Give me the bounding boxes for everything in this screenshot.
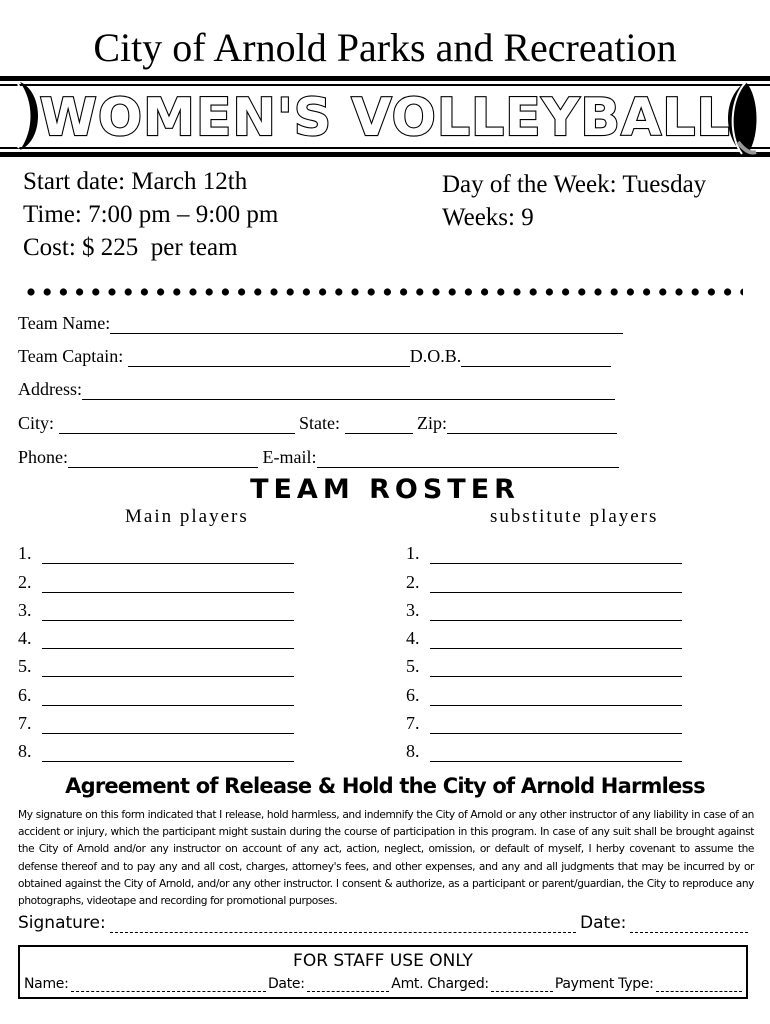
substitute-player-name-field[interactable]	[430, 631, 682, 649]
staff-name-label: Name:	[24, 976, 69, 992]
divider-dot	[546, 288, 553, 295]
divider-dot	[400, 288, 407, 295]
divider-dot	[108, 288, 115, 295]
email-field[interactable]	[317, 449, 619, 468]
time: Time: 7:00 pm – 9:00 pm	[23, 201, 279, 228]
substitute-player-number: 3.	[406, 599, 420, 620]
substitute-players-list	[406, 536, 682, 762]
main-player-row	[18, 706, 294, 734]
substitute-player-number: 8.	[406, 741, 420, 762]
city-field[interactable]	[59, 415, 295, 434]
state-label: State:	[299, 413, 341, 433]
address-field[interactable]	[82, 381, 615, 400]
divider-dot	[513, 288, 520, 295]
staff-date-label: Date:	[267, 976, 305, 992]
substitute-players-heading: substitute players	[490, 506, 659, 527]
substitute-player-row	[406, 564, 682, 592]
address-row	[18, 379, 615, 400]
divider-dot	[659, 288, 666, 295]
main-player-number: 1.	[18, 543, 32, 564]
divider-dot	[594, 288, 601, 295]
staff-name-field[interactable]	[71, 980, 266, 992]
main-player-row	[18, 621, 294, 649]
signature-label: Signature:	[18, 913, 106, 933]
substitute-player-row	[406, 621, 682, 649]
staff-date-field[interactable]	[307, 980, 390, 992]
staff-amt-field[interactable]	[491, 980, 553, 992]
banner	[0, 74, 770, 160]
main-players-heading: Main players	[125, 506, 249, 527]
team-captain-row	[18, 346, 611, 367]
dob-field[interactable]	[461, 348, 611, 367]
substitute-player-row	[406, 677, 682, 705]
divider-dot	[643, 288, 650, 295]
main-player-row	[18, 564, 294, 592]
zip-label: Zip:	[417, 413, 448, 433]
substitute-player-name-field[interactable]	[430, 659, 682, 677]
substitute-player-number: 4.	[406, 628, 420, 649]
substitute-player-row	[406, 536, 682, 564]
substitute-player-name-field[interactable]	[430, 546, 682, 564]
zip-field[interactable]	[447, 415, 617, 434]
substitute-player-name-field[interactable]	[430, 603, 682, 621]
substitute-player-row	[406, 649, 682, 677]
divider-dot	[254, 288, 261, 295]
divider-dot	[675, 288, 682, 295]
dob-label: D.O.B.	[409, 346, 462, 366]
main-player-name-field[interactable]	[42, 716, 294, 734]
divider-dot	[60, 288, 67, 295]
start-date: Start date: March 12th	[23, 168, 248, 195]
divider-dot	[449, 288, 456, 295]
divider-dot	[222, 288, 229, 295]
divider-dot	[303, 288, 310, 295]
divider-dot	[206, 288, 213, 295]
divider-dot	[692, 288, 699, 295]
main-player-name-field[interactable]	[42, 688, 294, 706]
substitute-player-row	[406, 593, 682, 621]
divider-dot	[530, 288, 537, 295]
staff-payment-label: Payment Type:	[554, 976, 654, 992]
state-field[interactable]	[345, 415, 413, 434]
main-player-number: 4.	[18, 628, 32, 649]
page-title: City of Arnold Parks and Recreation	[93, 25, 677, 70]
signature-field[interactable]	[110, 918, 576, 933]
divider-dot	[335, 288, 342, 295]
divider-dot	[141, 288, 148, 295]
main-player-number: 7.	[18, 713, 32, 734]
main-player-row	[18, 536, 294, 564]
divider-dot	[125, 288, 132, 295]
divider-dot	[189, 288, 196, 295]
event-info-right	[442, 168, 706, 234]
agreement-title: Agreement of Release & Hold the City of Arnold Harmless	[65, 774, 705, 798]
divider-dot	[157, 288, 164, 295]
divider-dot	[740, 288, 743, 295]
substitute-player-number: 6.	[406, 684, 420, 705]
divider-dot	[44, 288, 51, 295]
event-info-left	[23, 165, 278, 264]
main-player-row	[18, 593, 294, 621]
main-player-number: 6.	[18, 684, 32, 705]
divider-dot	[465, 288, 472, 295]
day-of-week: Day of the Week: Tuesday	[442, 171, 707, 198]
substitute-player-number: 2.	[406, 571, 420, 592]
substitute-player-name-field[interactable]	[430, 688, 682, 706]
main-player-name-field[interactable]	[42, 744, 294, 762]
divider-dot	[611, 288, 618, 295]
staff-row	[24, 976, 742, 992]
roster-title: TEAM ROSTER	[250, 474, 520, 505]
substitute-player-row	[406, 706, 682, 734]
main-player-row	[18, 734, 294, 762]
phone-field[interactable]	[68, 449, 258, 468]
divider-dot	[270, 288, 277, 295]
divider-dot	[287, 288, 294, 295]
main-player-number: 3.	[18, 599, 32, 620]
substitute-player-name-field[interactable]	[430, 716, 682, 734]
city-label: City:	[18, 413, 55, 433]
cost: Cost: $ 225 per team	[23, 234, 238, 261]
divider-dot	[432, 288, 439, 295]
weeks: Weeks: 9	[442, 204, 534, 231]
main-player-number: 5.	[18, 656, 32, 677]
main-player-name-field[interactable]	[42, 631, 294, 649]
substitute-player-row	[406, 734, 682, 762]
divider-dot	[76, 288, 83, 295]
banner-title: WOMEN'S VOLLEYBALL	[39, 88, 731, 148]
signature-date-field[interactable]	[630, 918, 748, 933]
divider-dot	[416, 288, 423, 295]
divider-dot	[368, 288, 375, 295]
divider-dot	[708, 288, 715, 295]
main-player-name-field[interactable]	[42, 575, 294, 593]
signature-row	[18, 913, 748, 933]
substitute-player-name-field[interactable]	[430, 744, 682, 762]
phone-row	[18, 447, 619, 468]
main-player-row	[18, 677, 294, 705]
team-name-field[interactable]	[110, 315, 623, 334]
substitute-player-number: 1.	[406, 543, 420, 564]
divider-dot	[319, 288, 326, 295]
staff-title: FOR STAFF USE ONLY	[293, 951, 473, 971]
divider-dot	[627, 288, 634, 295]
substitute-player-number: 7.	[406, 713, 420, 734]
divider-dot	[497, 288, 504, 295]
staff-payment-field[interactable]	[656, 980, 742, 992]
divider-dot	[724, 288, 731, 295]
address-label: Address:	[18, 379, 82, 399]
dotted-divider	[27, 286, 743, 298]
city-row	[18, 413, 617, 434]
team-name-label: Team Name:	[18, 313, 111, 333]
main-player-name-field[interactable]	[42, 546, 294, 564]
divider-dot	[238, 288, 245, 295]
divider-dot	[351, 288, 358, 295]
main-player-name-field[interactable]	[42, 659, 294, 677]
main-player-name-field[interactable]	[42, 603, 294, 621]
divider-dot	[173, 288, 180, 295]
substitute-player-name-field[interactable]	[430, 575, 682, 593]
signature-date-label: Date:	[580, 913, 627, 933]
main-players-list	[18, 536, 294, 762]
divider-dot	[481, 288, 488, 295]
email-label: E-mail:	[262, 447, 317, 467]
main-player-row	[18, 649, 294, 677]
divider-dot	[562, 288, 569, 295]
divider-dot	[384, 288, 391, 295]
team-name-row	[18, 313, 623, 334]
divider-dot	[27, 288, 34, 295]
team-captain-label: Team Captain:	[18, 346, 124, 366]
staff-amt-label: Amt. Charged:	[391, 976, 489, 992]
agreement-body: My signature on this form indicated that I release, hold harmless, and indemnify the City of Arnold or any other instructor of any liability in case of an accident or injury, which the participant might sustain during the course of participation in this program. In case of any suit shall be brought against the City of Arnold and/or any instructor on account of any act, action, neglect, omission, or default of myself, I herby covenant to assume the defense thereof and to pay any and all cost, charges, attorney's fees, and other expenses, and any and all judgments that may be incurred by or obtained against the City of Arnold, and/or any other instructor. I consent & authorize, as a participant or parent/guardian, the City to reproduce any photographs, videotape and recording for promotional purposes.	[18, 809, 754, 908]
phone-label: Phone:	[18, 447, 69, 467]
divider-dot	[578, 288, 585, 295]
main-player-number: 2.	[18, 571, 32, 592]
team-captain-field[interactable]	[128, 348, 410, 367]
main-player-number: 8.	[18, 741, 32, 762]
substitute-player-number: 5.	[406, 656, 420, 677]
staff-use-box	[18, 945, 748, 999]
divider-dot	[92, 288, 99, 295]
